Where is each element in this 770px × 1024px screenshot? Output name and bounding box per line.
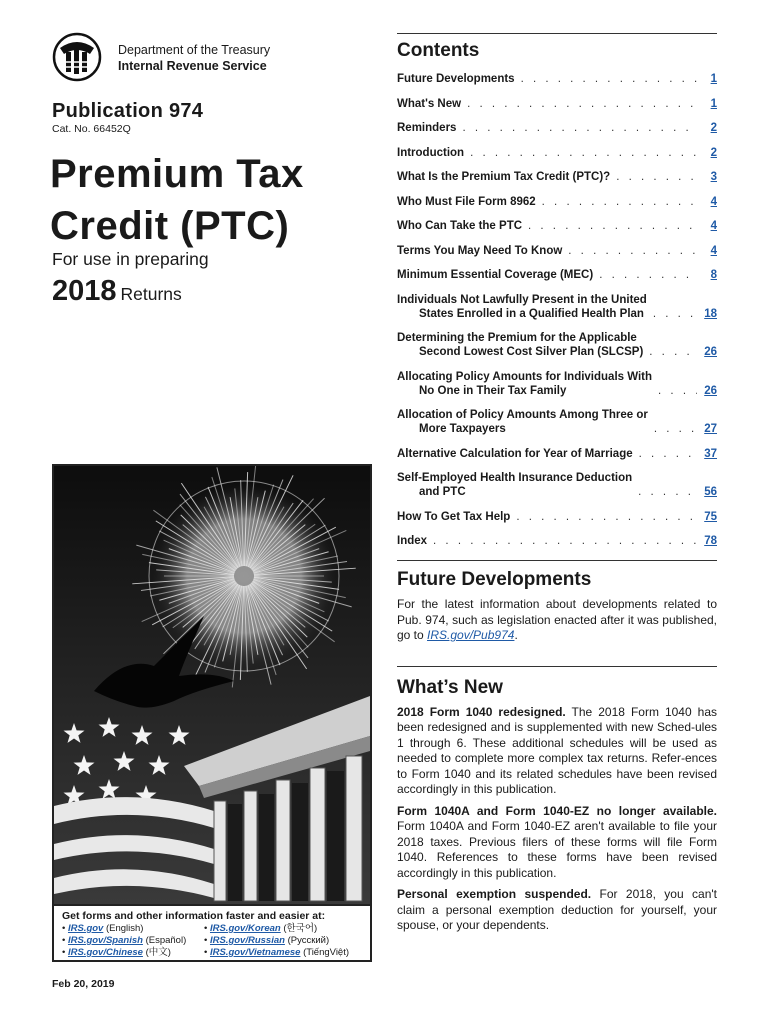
toc-entry[interactable] bbox=[397, 244, 717, 258]
link-english: • IRS.gov (English) bbox=[62, 923, 144, 934]
toc-leader-dots bbox=[470, 146, 697, 160]
fd-body: For the latest information about developments related to Pub. 974, such as legislation enacted after it was published, go to bbox=[397, 597, 717, 642]
toc-page-link[interactable]: 2 bbox=[710, 122, 717, 134]
toc-entry[interactable] bbox=[397, 146, 717, 160]
publication-date: Feb 20, 2019 bbox=[52, 978, 115, 990]
publication-number: Publication 974 bbox=[52, 100, 204, 122]
toc-entry[interactable] bbox=[397, 510, 717, 524]
toc-entry-title: Alternative Calculation for Year of Marriage bbox=[397, 447, 633, 460]
toc-page-link[interactable]: 37 bbox=[704, 447, 717, 460]
toc-entry-title bbox=[397, 471, 632, 499]
toc-leader-dots bbox=[638, 485, 697, 499]
flag-stripes bbox=[54, 797, 214, 898]
toc-entry-title: Future Developments bbox=[397, 73, 515, 85]
cover-illustration bbox=[52, 464, 372, 962]
toc-page-link[interactable]: 78 bbox=[704, 535, 717, 547]
toc-leader-dots bbox=[542, 195, 697, 209]
whats-new-paragraph bbox=[397, 887, 717, 934]
for-use-text: For use in preparing bbox=[52, 249, 209, 269]
toc-entry-title: Who Can Take the PTC bbox=[397, 220, 523, 232]
right-column bbox=[397, 33, 717, 934]
toc-entry-title: Index bbox=[397, 535, 428, 547]
toc-title-line2: Second Lowest Cost Silver Plan (SLCSP) bbox=[419, 346, 644, 358]
lang-label: (Русский) bbox=[287, 935, 330, 946]
toc-entry-title: Reminders bbox=[397, 122, 457, 134]
whats-new-body bbox=[397, 705, 717, 934]
future-developments-text bbox=[397, 597, 717, 644]
fireworks-eagle-flag-art bbox=[54, 466, 370, 906]
lang-label: (Español) bbox=[145, 935, 187, 946]
toc-leader-dots bbox=[654, 422, 697, 436]
tax-year bbox=[52, 275, 182, 308]
lang-label: (한국어) bbox=[283, 923, 318, 934]
agency-line1: Department of the Treasury bbox=[118, 43, 271, 57]
contents-heading: Contents bbox=[397, 40, 480, 61]
title-line2: Credit (PTC) bbox=[50, 204, 290, 248]
toc-title-line1: Individuals Not Lawfully Present in the United bbox=[397, 293, 647, 306]
toc-leader-dots bbox=[639, 447, 697, 461]
link-vietnamese: • IRS.gov/Vietnamese (TiếngViệt) bbox=[204, 947, 350, 958]
toc-entry-title: What Is the Premium Tax Credit (PTC)? bbox=[397, 171, 611, 183]
toc-entry[interactable] bbox=[397, 268, 717, 282]
toc-entry[interactable] bbox=[397, 170, 717, 184]
toc-page-link[interactable]: 2 bbox=[710, 146, 717, 159]
page-title bbox=[50, 148, 304, 252]
toc-leader-dots bbox=[433, 534, 697, 548]
paragraph-text: For 2018, you can't claim a personal exemption deduction for yourself, your spouse, or your dependents. bbox=[397, 887, 717, 932]
link-korean: • IRS.gov/Korean (한국어) bbox=[204, 923, 318, 934]
irs-russian-link[interactable]: IRS.gov/Russian bbox=[209, 935, 285, 946]
toc-page-link[interactable]: 26 bbox=[704, 384, 717, 397]
toc-page-link[interactable]: 4 bbox=[710, 195, 717, 208]
toc-entry-title bbox=[397, 370, 652, 398]
whats-new-heading: What’s New bbox=[397, 676, 503, 698]
toc-page-link[interactable]: 4 bbox=[710, 244, 717, 257]
toc-title-line2: No One in Their Tax Family bbox=[419, 384, 567, 397]
paragraph-lead: 2018 Form 1040 redesigned. bbox=[397, 704, 566, 719]
toc-leader-dots bbox=[616, 170, 697, 184]
lang-label: (English) bbox=[105, 923, 144, 934]
toc-title-line2: and PTC bbox=[419, 486, 466, 498]
irs-chinese-link[interactable]: IRS.gov/Chinese bbox=[67, 947, 143, 958]
whats-new-paragraph bbox=[397, 804, 717, 882]
toc-entry[interactable] bbox=[397, 408, 717, 436]
toc-leader-dots bbox=[599, 268, 697, 282]
toc-title-line2: More Taxpayers bbox=[419, 423, 506, 435]
toc-leader-dots bbox=[653, 307, 697, 321]
toc-entry-title: Introduction bbox=[397, 146, 465, 159]
toc-entry-title bbox=[397, 331, 643, 359]
toc-entry[interactable] bbox=[397, 370, 717, 398]
irs-gov-link[interactable]: IRS.gov bbox=[67, 923, 104, 934]
toc-leader-dots bbox=[649, 345, 697, 359]
toc-entry[interactable] bbox=[397, 331, 717, 359]
toc-entry[interactable] bbox=[397, 219, 717, 233]
toc-title-line1: Determining the Premium for the Applicable bbox=[397, 332, 637, 344]
paragraph-lead: Personal exemption suspended. bbox=[397, 887, 592, 901]
title-line1: Premium Tax bbox=[50, 152, 304, 196]
pub974-link[interactable]: IRS.gov/Pub974 bbox=[427, 628, 515, 642]
toc-entry-title: Who Must File Form 8962 bbox=[397, 195, 536, 208]
toc-page-link[interactable]: 27 bbox=[704, 423, 717, 435]
toc-title-line1: Allocating Policy Amounts for Individuals With bbox=[397, 370, 653, 383]
toc-page-link[interactable]: 4 bbox=[710, 220, 717, 232]
toc-entry[interactable] bbox=[397, 447, 717, 461]
toc-leader-dots bbox=[462, 121, 697, 135]
agency-line2: Internal Revenue Service bbox=[118, 59, 267, 73]
toc-leader-dots bbox=[516, 510, 697, 524]
link-spanish: • IRS.gov/Spanish (Español) bbox=[62, 935, 187, 946]
catalog-number: Cat. No. 66452Q bbox=[52, 123, 131, 135]
toc-page-link[interactable]: 3 bbox=[710, 171, 717, 183]
returns-label: Returns bbox=[120, 284, 182, 304]
year-value: 2018 bbox=[52, 275, 117, 307]
toc-entry-title bbox=[397, 408, 648, 436]
paragraph-text: Form 1040A and Form 1040-EZ aren't available to file your 2018 taxes. Previous filers of these forms will file Form 1040. References to these forms have been revised accordingly in this publication. bbox=[397, 819, 717, 880]
lang-label: (中文) bbox=[145, 947, 171, 958]
toc-leader-dots bbox=[521, 72, 697, 86]
get-forms-box bbox=[54, 904, 370, 960]
agency-name bbox=[118, 42, 270, 74]
toc-leader-dots bbox=[568, 244, 697, 258]
toc-entry[interactable] bbox=[397, 195, 717, 209]
irs-korean-link[interactable]: IRS.gov/Korean bbox=[209, 923, 281, 934]
irs-spanish-link[interactable]: IRS.gov/Spanish bbox=[67, 935, 143, 946]
toc-title-line1: Allocation of Policy Amounts Among Three or bbox=[397, 409, 648, 421]
divider bbox=[397, 666, 717, 667]
divider bbox=[397, 560, 717, 561]
toc-entry[interactable] bbox=[397, 97, 717, 111]
toc-page-link[interactable]: 26 bbox=[704, 346, 717, 358]
toc-title-line1: Self-Employed Health Insurance Deduction bbox=[397, 472, 633, 484]
link-chinese: • IRS.gov/Chinese (中文) bbox=[62, 947, 171, 958]
toc-leader-dots bbox=[658, 384, 697, 398]
toc-entry-title: Terms You May Need To Know bbox=[397, 244, 563, 257]
fd-end: . bbox=[514, 628, 518, 642]
irs-vietnamese-link[interactable]: IRS.gov/Vietnamese bbox=[209, 947, 301, 958]
toc-page-link[interactable]: 1 bbox=[710, 73, 717, 85]
toc-entry-title: How To Get Tax Help bbox=[397, 510, 511, 523]
lang-label: (TiếngViệt) bbox=[303, 947, 350, 958]
toc-page-link[interactable]: 8 bbox=[710, 269, 717, 281]
toc-entry[interactable] bbox=[397, 72, 717, 86]
whats-new-paragraph bbox=[397, 705, 717, 798]
toc-entry-title bbox=[397, 293, 647, 321]
get-forms-title: Get forms and other information faster and easier at: bbox=[62, 910, 326, 922]
toc-entry-title: Minimum Essential Coverage (MEC) bbox=[397, 269, 594, 281]
toc-entry[interactable] bbox=[397, 471, 717, 499]
toc-title-line2: States Enrolled in a Qualified Health Plan bbox=[419, 307, 644, 320]
link-russian: • IRS.gov/Russian (Русский) bbox=[204, 935, 330, 946]
irs-eagle-logo bbox=[52, 32, 102, 82]
toc-page-link[interactable]: 56 bbox=[704, 486, 717, 498]
toc-page-link[interactable]: 18 bbox=[704, 307, 717, 320]
paragraph-lead: Form 1040A and Form 1040-EZ no longer available. bbox=[397, 803, 717, 818]
future-developments-heading: Future Developments bbox=[397, 569, 592, 590]
toc-entry[interactable] bbox=[397, 121, 717, 135]
toc-leader-dots bbox=[467, 97, 697, 111]
toc-page-link[interactable]: 1 bbox=[710, 97, 717, 110]
toc-entry[interactable] bbox=[397, 293, 717, 321]
toc-entry[interactable] bbox=[397, 534, 717, 548]
paragraph-text: The 2018 Form 1040 has been redesigned and is supplemented with new Sched-ules 1 through 6. These additional schedules will be used as needed to complete more complex tax returns. Refer-ences to Form 1040 and its related schedules have been revised accordingly in this publication. bbox=[397, 704, 717, 796]
toc-page-link[interactable]: 75 bbox=[704, 510, 717, 523]
divider bbox=[397, 33, 717, 34]
table-of-contents bbox=[397, 72, 717, 548]
toc-leader-dots bbox=[528, 219, 697, 233]
toc-entry-title: What's New bbox=[397, 97, 462, 110]
